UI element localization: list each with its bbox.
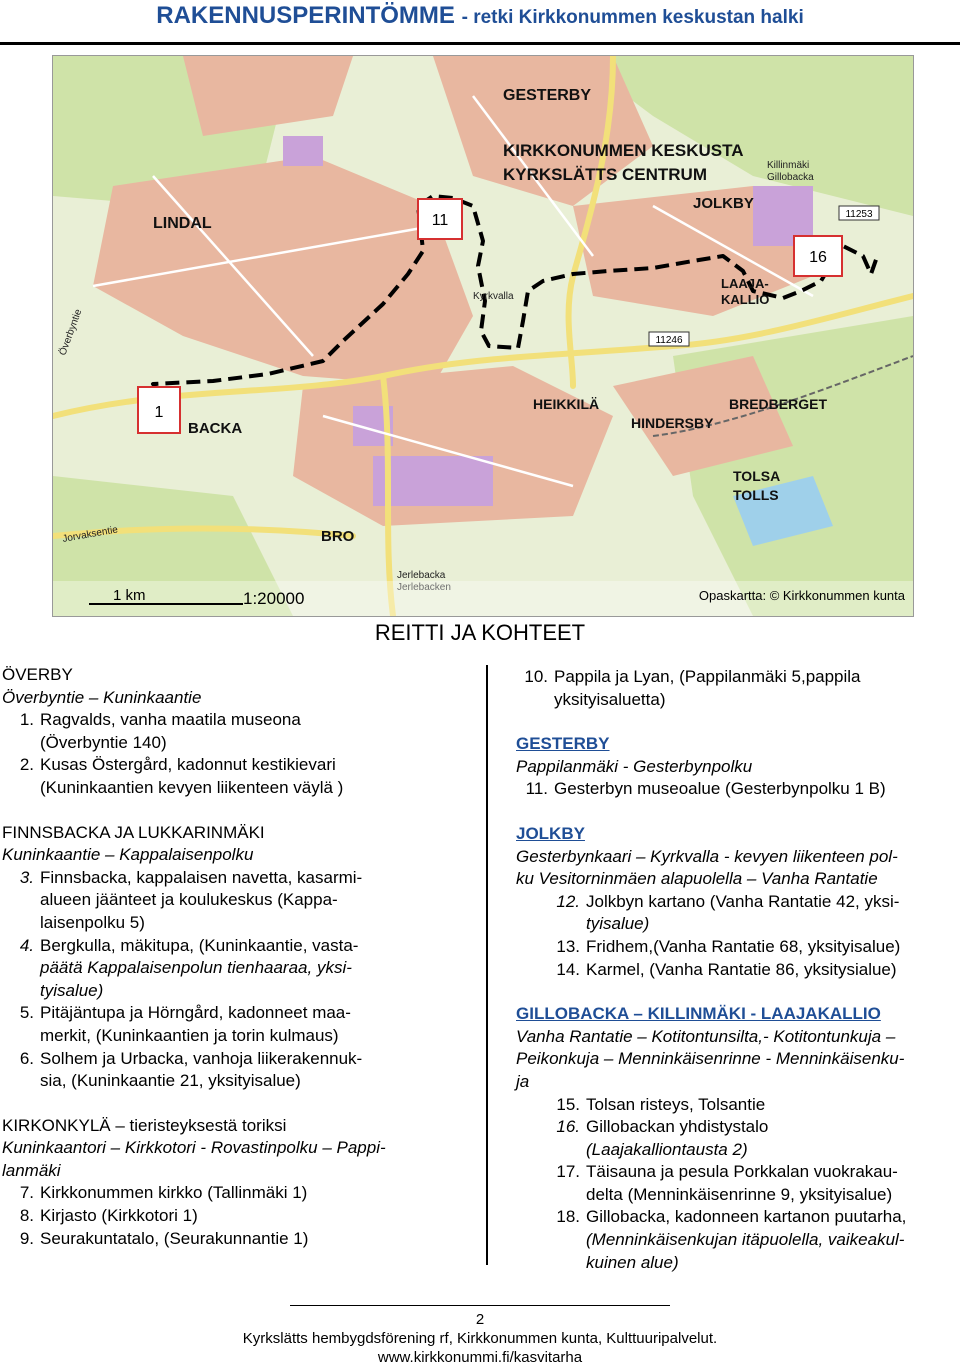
list-item-cont: yksityisaluetta) — [554, 689, 666, 709]
right-column — [516, 666, 960, 1274]
label-bredberget: BREDBERGET — [729, 396, 828, 412]
marker-start: 1 — [154, 404, 164, 421]
list-item: 6. Solhem ja Urbacka, vanhoja liikerakennuk- — [19, 1048, 363, 1068]
list-item-cont: sia, (Kuninkaantie 21, yksityisalue) — [40, 1071, 301, 1091]
road-sign-11246: 11246 — [655, 335, 683, 346]
route-gesterby: Pappilanmäki - Gesterbynpolku — [516, 756, 753, 776]
route-gillobacka-2: Peikonkuja – Menninkäisenrinne - Menninkäisenku- — [516, 1049, 905, 1069]
list-item-cont: alueen jäänteet ja koulukeskus (Kappa- — [40, 890, 338, 910]
list-item-cont: kuinen alue) — [586, 1252, 679, 1272]
list-item: 3. Finnsbacka, kappalaisen navetta, kasarmi- — [19, 867, 363, 887]
label-center-fi: KIRKKONUMMEN KESKUSTA — [503, 141, 744, 160]
route-map — [52, 55, 914, 617]
label-gesterby: GESTERBY — [503, 87, 592, 104]
scale-km: 1 km — [113, 587, 146, 604]
list-item: 17. Täisauna ja pesula Porkkalan vuokrakau- — [556, 1162, 898, 1182]
header-rule — [0, 42, 960, 45]
label-jerlebacka-1: Jerlebacka — [397, 570, 446, 581]
list-item-cont: tyisalue) — [586, 914, 650, 934]
list-item: 9. Seurakuntatalo, (Seurakunnantie 1) — [19, 1228, 309, 1248]
list-item: 15. Tolsan risteys, Tolsantie — [556, 1094, 766, 1114]
marker-end: 16 — [809, 249, 827, 266]
list-item: 13. Fridhem,(Vanha Rantatie 68, yksityisalue) — [556, 936, 901, 956]
label-kyrkvalla: Kyrkvalla — [473, 291, 514, 302]
list-item: 10. Pappila ja Lyan, (Pappilanmäki 5,pappila — [524, 667, 861, 686]
list-item: 5. Pitäjäntupa ja Hörngård, kadonneet maa- — [19, 1003, 351, 1023]
label-center-sv: KYRKSLÄTTS CENTRUM — [503, 165, 707, 184]
label-bro: BRO — [321, 528, 355, 545]
route-gillobacka-3: ja — [516, 1071, 530, 1091]
list-item: 18. Gillobacka, kadonneen kartanon puutarha, — [556, 1207, 907, 1227]
page-title — [0, 2, 960, 30]
heading-jolkby: JOLKBY — [516, 823, 585, 843]
list-item-cont: (Överbyntie 140) — [40, 732, 167, 752]
list-item: 4. Bergkulla, mäkitupa, (Kuninkaantie, vasta- — [19, 935, 359, 955]
list-item: 11. Gesterbyn museoalue (Gesterbynpolku 1 B) — [525, 779, 886, 799]
list-item-cont: (Laajakalliontausta 2) — [586, 1139, 748, 1159]
list-item-cont: tyisalue) — [40, 980, 104, 1000]
route-jolkby-1: Gesterbynkaari – Kyrkvalla - kevyen liikenteen pol- — [516, 846, 898, 866]
route-finnsbacka: Kuninkaantie – Kappalaisenpolku — [2, 845, 254, 865]
label-backa: BACKA — [188, 420, 243, 437]
footer-rule — [290, 1305, 670, 1306]
list-item: 1. Ragvalds, vanha maatila museona — [19, 710, 301, 730]
list-item: 12. Jolkbyn kartano (Vanha Rantatie 42, yksi- — [556, 891, 900, 911]
label-jolkby: JOLKBY — [693, 195, 754, 212]
label-hindersby: HINDERSBY — [631, 415, 714, 431]
label-laajakallio-2: KALLIO — [721, 292, 770, 307]
list-item: 14. Karmel, (Vanha Rantatie 86, yksitysialue) — [556, 959, 897, 979]
heading-gesterby: GESTERBY — [516, 734, 610, 754]
left-column — [2, 664, 472, 1250]
list-item-cont: merkit, (Kuninkaantien ja torin kulmaus) — [40, 1025, 339, 1045]
footer-url: www.kirkkonummi.fi/kasvitarha — [377, 1349, 583, 1366]
label-laajakallio-1: LAAJA- — [721, 276, 769, 291]
label-overbyntie: Överbyntie — [57, 307, 85, 358]
title-subtitle: - retki Kirkkonummen keskustan halki — [461, 7, 804, 28]
list-item-cont: päätä Kappalaisenpolun tienhaaraa, yksi- — [40, 958, 352, 978]
label-lindal: LINDAL — [153, 215, 212, 232]
list-item-cont: (Kuninkaantien kevyen liikenteen väylä ) — [40, 777, 344, 797]
route-overby: Överbyntie – Kuninkaantie — [2, 687, 202, 707]
label-killinmaki-1: Killinmäki — [767, 160, 810, 171]
marker-middle: 11 — [431, 212, 449, 229]
label-heikkila: HEIKKILÄ — [533, 396, 600, 412]
list-item: 7. Kirkkonummen kirkko (Tallinmäki 1) — [19, 1183, 308, 1203]
list-item: 16. Gillobackan yhdistystalo — [556, 1117, 769, 1137]
list-item: 8. Kirjasto (Kirkkotori 1) — [19, 1206, 198, 1226]
list-item-cont: (Menninkäisenkujan itäpuolella, vaikeakul- — [586, 1230, 905, 1250]
route-heading: REITTI JA KOHTEET — [374, 620, 586, 645]
scale-ratio: 1:20000 — [243, 589, 305, 608]
route-kirkonkyla-2: lanmäki — [2, 1160, 61, 1180]
route-kirkonkyla-1: Kuninkaantori – Kirkkotori - Rovastinpolku – Pappi- — [2, 1138, 386, 1158]
page-number: 2 — [475, 1311, 485, 1328]
label-tolsa: TOLSA — [733, 468, 781, 484]
road-sign-11253: 11253 — [845, 209, 873, 220]
map-copyright: Opaskartta: © Kirkkonummen kunta — [698, 588, 905, 603]
list-item-cont: laisenpolku 5) — [40, 912, 145, 932]
label-jorvaksentie: Jorvaksentie — [61, 524, 119, 545]
heading-kirkonkyla: KIRKONKYLÄ – tieristeyksestä toriksi — [2, 1115, 287, 1135]
list-item-cont: delta (Menninkäisenrinne 9, yksityisalue) — [586, 1184, 893, 1204]
column-divider — [486, 665, 488, 1265]
heading-gillobacka: GILLOBACKA – KILLINMÄKI - LAAJAKALLIO — [516, 1004, 881, 1024]
footer — [0, 1310, 960, 1367]
label-tolls: TOLLS — [733, 487, 779, 503]
route-jolkby-2: ku Vesitorninmäen alapuolella – Vanha Rantatie — [516, 869, 878, 889]
title-main: RAKENNUSPERINTÖMME — [156, 2, 455, 29]
list-item: 2. Kusas Östergård, kadonnut kestikievari — [19, 755, 336, 775]
route-gillobacka-1: Vanha Rantatie – Kotitontunsilta,- Kotitontunkuja – — [516, 1026, 896, 1046]
footer-credits: Kyrkslätts hembygdsförening rf, Kirkkonummen kunta, Kulttuuripalvelut. — [242, 1330, 718, 1347]
heading-overby: ÖVERBY — [2, 665, 73, 684]
heading-finnsbacka: FINNSBACKA JA LUKKARINMÄKI — [2, 822, 265, 842]
label-killinmaki-2: Gillobacka — [767, 172, 814, 183]
